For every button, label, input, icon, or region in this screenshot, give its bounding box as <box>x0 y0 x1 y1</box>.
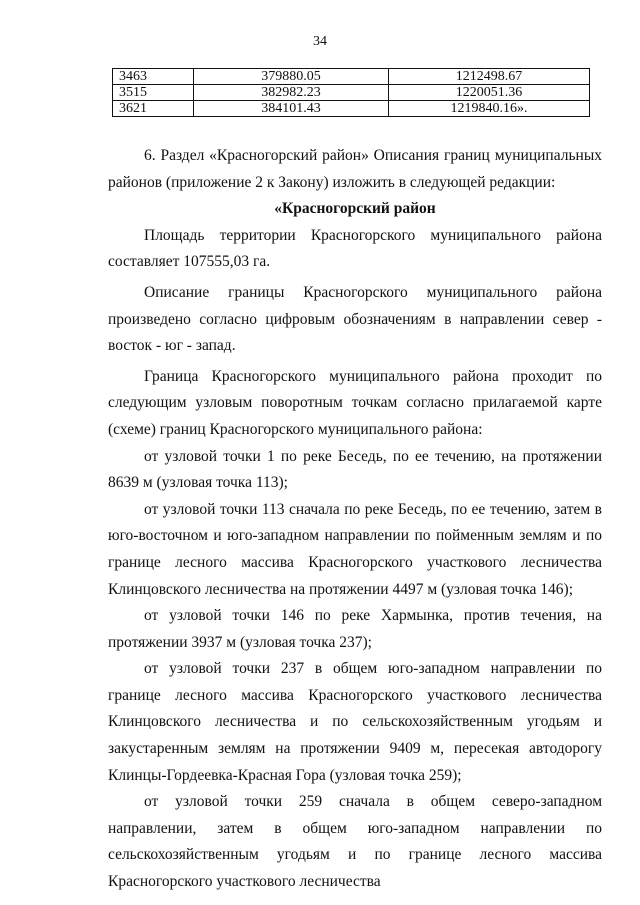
paragraph-segment-146: от узловой точки 146 по реке Хармынка, против течения, на протяжении 3937 м (узловая точка 237); <box>108 607 602 651</box>
paragraph-segment-259: от узловой точки 259 сначала в общем северо-западном направлении, затем в общем юго-западном направлении по сельскохозяйственным угодьям и по границе лесного массива Красногорского участкового лесничества <box>108 793 602 891</box>
table-cell-y: 1220051.36 <box>389 85 590 101</box>
document-body <box>108 143 602 896</box>
table-row <box>113 101 590 117</box>
paragraph-segment-113: от узловой точки 113 сначала по реке Беседь, по ее течению, затем в юго-восточном и юго-западном направлении по пойменным землям и по границе лесного массива Красногорского участкового лесничества Клинцовского лесничества на протяжении 4497 м (узловая точка 146); <box>108 500 602 598</box>
paragraph-segment-1: от узловой точки 1 по реке Беседь, по ее течению, на протяжении 8639 м (узловая точка 113); <box>108 447 602 492</box>
table-row <box>113 85 590 101</box>
page-number: 34 <box>313 34 327 49</box>
table-row <box>113 69 590 85</box>
table-cell-point: 3515 <box>113 85 194 101</box>
section-heading: «Красногорский район <box>274 200 436 218</box>
paragraph-area: Площадь территории Красногорского муниципального района составляет 107555,03 га. <box>108 226 602 271</box>
coordinates-table <box>112 68 590 117</box>
table-cell-point: 3463 <box>113 69 194 85</box>
paragraph-description: Описание границы Красногорского муниципального района произведено согласно цифровым обозначениям в направлении север - восток - юг - запад. <box>108 283 602 355</box>
table-cell-x: 384101.43 <box>194 101 389 117</box>
table-cell-y: 1212498.67 <box>389 69 590 85</box>
paragraph-boundary-intro: Граница Красногорского муниципального района проходит по следующим узловым поворотным точкам согласно прилагаемой карте (схеме) границ Красногорского муниципального района: <box>108 367 602 438</box>
paragraph-segment-237: от узловой точки 237 в общем юго-западном направлении по границе лесного массива Красногорского участкового лесничества Клинцовского лесничества и по сельскохозяйственным угодьям и закустаренным землям на протяжении 9409 м, пересекая автодорогу Клинцы-Гордеевка-Красная Гора (узловая точка 259); <box>108 660 602 784</box>
table-cell-x: 382982.23 <box>194 85 389 101</box>
table-cell-y: 1219840.16». <box>389 101 590 117</box>
paragraph-amendment: 6. Раздел «Красногорский район» Описания границ муниципальных районов (приложение 2 к Закону) изложить в следующей редакции: <box>108 147 602 191</box>
table-cell-x: 379880.05 <box>194 69 389 85</box>
table-cell-point: 3621 <box>113 101 194 117</box>
